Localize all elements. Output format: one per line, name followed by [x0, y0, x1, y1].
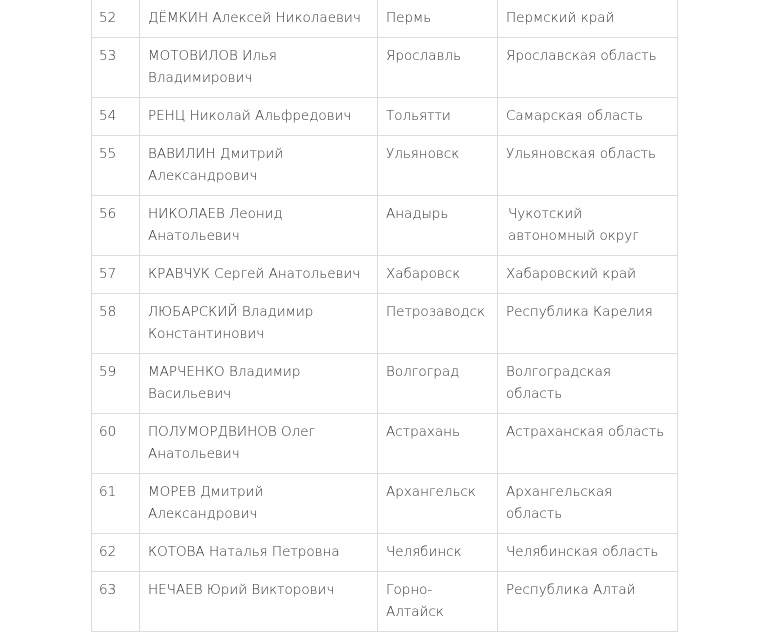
- table-row: [92, 414, 678, 474]
- row-number: 63: [92, 572, 140, 632]
- city: Астрахань: [378, 414, 498, 474]
- row-number: 59: [92, 354, 140, 414]
- city: Анадырь: [378, 196, 498, 256]
- table-row: [92, 98, 678, 136]
- person-name: МОТОВИЛОВ Илья Владимирович: [140, 38, 378, 98]
- region: Пермский край: [498, 0, 678, 38]
- region: Архангельская область: [498, 474, 678, 534]
- table-row: [92, 354, 678, 414]
- region: Челябинская область: [498, 534, 678, 572]
- row-number: 54: [92, 98, 140, 136]
- region: Республика Алтай: [498, 572, 678, 632]
- city: Ульяновск: [378, 136, 498, 196]
- table-row: [92, 572, 678, 632]
- person-name: РЕНЦ Николай Альфредович: [140, 98, 378, 136]
- row-number: 61: [92, 474, 140, 534]
- region: Чукотский автономный округ: [498, 196, 678, 256]
- row-number: 56: [92, 196, 140, 256]
- row-number: 58: [92, 294, 140, 354]
- participants-table: [91, 0, 678, 632]
- person-name: НЕЧАЕВ Юрий Викторович: [140, 572, 378, 632]
- row-number: 53: [92, 38, 140, 98]
- region: Хабаровский край: [498, 256, 678, 294]
- person-name: КРАВЧУК Сергей Анатольевич: [140, 256, 378, 294]
- person-name: ПОЛУМОРДВИНОВ Олег Анатольевич: [140, 414, 378, 474]
- participants-table-container: [91, 0, 677, 632]
- person-name: НИКОЛАЕВ Леонид Анатольевич: [140, 196, 378, 256]
- city: Ярославль: [378, 38, 498, 98]
- city: Челябинск: [378, 534, 498, 572]
- person-name: ЛЮБАРСКИЙ Владимир Константинович: [140, 294, 378, 354]
- table-row: [92, 38, 678, 98]
- row-number: 57: [92, 256, 140, 294]
- person-name: КОТОВА Наталья Петровна: [140, 534, 378, 572]
- table-row: [92, 534, 678, 572]
- table-row: [92, 474, 678, 534]
- person-name: МАРЧЕНКО Владимир Васильевич: [140, 354, 378, 414]
- city: Пермь: [378, 0, 498, 38]
- person-name: ВАВИЛИН Дмитрий Александрович: [140, 136, 378, 196]
- table-row: [92, 0, 678, 38]
- table-row: [92, 294, 678, 354]
- region: Республика Карелия: [498, 294, 678, 354]
- city: Хабаровск: [378, 256, 498, 294]
- city: Петрозаводск: [378, 294, 498, 354]
- city: Горно-Алтайск: [378, 572, 498, 632]
- table-row: [92, 196, 678, 256]
- row-number: 60: [92, 414, 140, 474]
- region: Ульяновская область: [498, 136, 678, 196]
- table-row: [92, 256, 678, 294]
- person-name: МОРЕВ Дмитрий Александрович: [140, 474, 378, 534]
- row-number: 62: [92, 534, 140, 572]
- city: Тольятти: [378, 98, 498, 136]
- region: Волгоградская область: [498, 354, 678, 414]
- row-number: 55: [92, 136, 140, 196]
- region: Астраханская область: [498, 414, 678, 474]
- region: Ярославская область: [498, 38, 678, 98]
- table-row: [92, 136, 678, 196]
- row-number: 52: [92, 0, 140, 38]
- person-name: ДЁМКИН Алексей Николаевич: [140, 0, 378, 38]
- city: Архангельск: [378, 474, 498, 534]
- city: Волгоград: [378, 354, 498, 414]
- region: Самарская область: [498, 98, 678, 136]
